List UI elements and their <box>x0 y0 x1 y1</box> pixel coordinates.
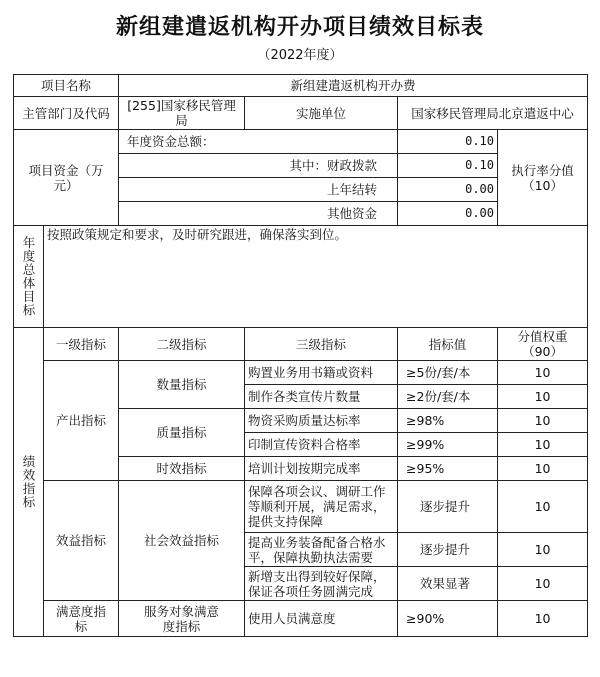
level2-service-satisfaction-text: 服务对象满意度指标 <box>144 603 220 634</box>
table-row <box>14 601 588 637</box>
level1-satisfaction <box>44 601 119 637</box>
level1-benefit: 效益指标 <box>44 481 119 601</box>
header-weight-text: 分值权重（90） <box>517 329 568 359</box>
level2-quality: 质量指标 <box>119 409 245 457</box>
dept-value: [255]国家移民管理局 <box>119 97 245 130</box>
level3-cell: 使用人员满意度 <box>245 601 398 637</box>
performance-goal-table <box>13 74 588 637</box>
value-cell: 逐步提升 <box>398 533 498 567</box>
weight-cell: 10 <box>498 601 588 637</box>
level3-cell: 培训计划按期完成率 <box>245 457 398 481</box>
goal-label <box>14 226 44 328</box>
funds-other-label: 其他资金 <box>119 202 398 226</box>
value-cell: 效果显著 <box>398 567 498 601</box>
level2-social-benefit: 社会效益指标 <box>119 481 245 601</box>
level3-cell: 印制宣传资料合格率 <box>245 433 398 457</box>
header-level3: 三级指标 <box>245 328 398 361</box>
funds-total-value: 0.10 <box>398 130 498 154</box>
value-cell: ≥5份/套/本 <box>398 361 498 385</box>
weight-cell: 10 <box>498 409 588 433</box>
value-cell: ≥2份/套/本 <box>398 385 498 409</box>
project-name-label: 项目名称 <box>14 75 119 97</box>
indicators-section-label <box>14 328 44 637</box>
indicators-section-label-text: 绩效指标 <box>21 455 36 509</box>
funds-total-label: 年度资金总额： <box>119 130 398 154</box>
funds-label <box>14 130 119 226</box>
level3-cell: 制作各类宣传片数量 <box>245 385 398 409</box>
level2-quantity: 数量指标 <box>119 361 245 409</box>
header-value: 指标值 <box>398 328 498 361</box>
header-weight <box>498 328 588 361</box>
rate-label-text: 执行率分值（10） <box>511 162 574 193</box>
funds-fiscal-label: 其中：财政拨款 <box>119 154 398 178</box>
level3-cell: 物资采购质量达标率 <box>245 409 398 433</box>
weight-cell: 10 <box>498 433 588 457</box>
weight-cell: 10 <box>498 533 588 567</box>
level1-output: 产出指标 <box>44 361 119 481</box>
impl-label: 实施单位 <box>245 97 398 130</box>
level3-cell: 新增支出得到较好保障，保证各项任务圆满完成 <box>245 567 398 601</box>
funds-carryover-label: 上年结转 <box>119 178 398 202</box>
weight-cell: 10 <box>498 361 588 385</box>
funds-label-text: 项目资金（万元） <box>28 162 104 193</box>
funds-other-value: 0.00 <box>398 202 498 226</box>
value-cell: ≥99% <box>398 433 498 457</box>
value-cell: ≥95% <box>398 457 498 481</box>
level1-satisfaction-text: 满意度指标 <box>55 603 106 634</box>
value-cell: ≥98% <box>398 409 498 433</box>
table-row <box>14 361 588 385</box>
goal-text: 按照政策规定和要求，及时研究跟进，确保落实到位。 <box>44 226 588 328</box>
impl-value: 国家移民管理局北京遣返中心 <box>398 97 588 130</box>
level3-cell: 购置业务用书籍或资料 <box>245 361 398 385</box>
level2-timeliness: 时效指标 <box>119 457 245 481</box>
level3-cell: 保障各项会议、调研工作等顺利开展，满足需求，提供支持保障 <box>245 481 398 533</box>
header-level2: 二级指标 <box>119 328 245 361</box>
funds-fiscal-value: 0.10 <box>398 154 498 178</box>
weight-cell: 10 <box>498 567 588 601</box>
weight-cell: 10 <box>498 385 588 409</box>
value-cell: 逐步提升 <box>398 481 498 533</box>
page-subtitle: （2022年度） <box>257 48 343 63</box>
rate-label <box>498 130 588 226</box>
level2-service-satisfaction <box>119 601 245 637</box>
weight-cell: 10 <box>498 457 588 481</box>
header-level1: 一级指标 <box>44 328 119 361</box>
weight-cell: 10 <box>498 481 588 533</box>
dept-label: 主管部门及代码 <box>14 97 119 130</box>
goal-label-text: 年度总体目标 <box>21 236 36 317</box>
page-title: 新组建遣返机构开办项目绩效目标表 <box>115 15 484 40</box>
value-cell: ≥90% <box>398 601 498 637</box>
funds-carryover-value: 0.00 <box>398 178 498 202</box>
table-row <box>14 481 588 533</box>
project-name-value: 新组建遣返机构开办费 <box>119 75 588 97</box>
level3-cell: 提高业务装备配备合格水平，保障执勤执法需要 <box>245 533 398 567</box>
